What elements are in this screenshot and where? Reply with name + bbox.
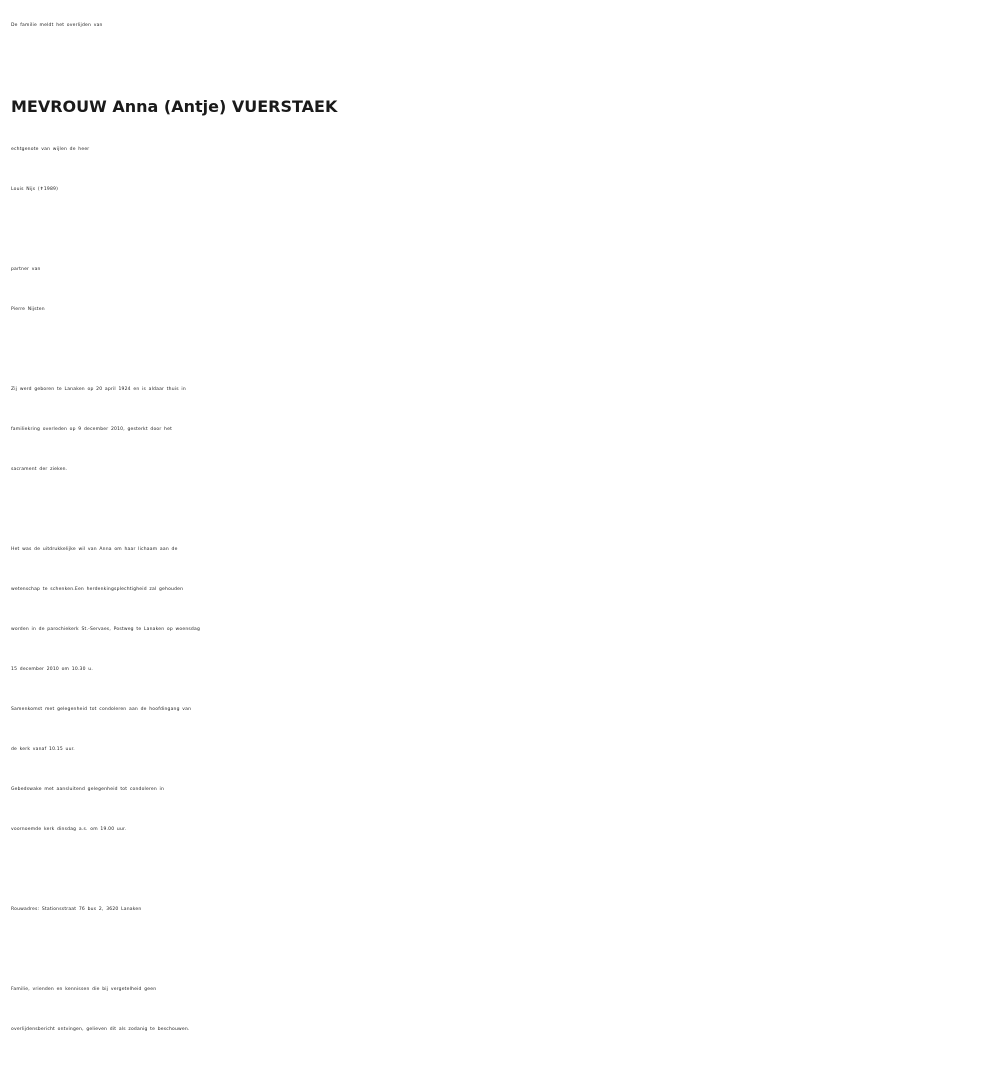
spouse-death-year: 1989) (43, 187, 59, 192)
spouse-line-2 (11, 170, 996, 210)
paragraph-line: worden in de parochiekerk St.-Servaes, Postweg te Lanaken op woensdag (11, 627, 201, 632)
closing-paragraph (11, 970, 996, 1050)
birth-death-paragraph (11, 370, 996, 490)
paragraph-line: 15 december 2010 om 10.30 u. (11, 667, 93, 672)
spacer (11, 850, 996, 890)
cross-icon: ✝ (39, 187, 44, 192)
paragraph-line: voornoemde kerk dinsdag a.s. om 19.00 uur. (11, 827, 127, 832)
partner-line-2: Pierre Nijsten (11, 307, 45, 312)
paragraph-line: Het was de uitdrukkelijke wil van Anna om haar lichaam aan de (11, 547, 178, 552)
death-notice (11, 6, 996, 1050)
spacer (11, 490, 996, 530)
paragraph-line: Zij werd geboren te Lanaken op 20 april 1924 en is aldaar thuis in (11, 387, 186, 392)
paragraph-line: Samenkomst met gelegenheid tot condoleren aan de hoofdingang van (11, 707, 192, 712)
paragraph-line: Gebedswake met aansluitend gelegenheid tot condoleren in (11, 787, 165, 792)
spacer (11, 330, 996, 370)
spacer (11, 210, 996, 250)
partner-line-1: partner van (11, 267, 41, 272)
paragraph-line: Familie, vrienden en kennissen die bij vergetelheid geen (11, 987, 157, 992)
paragraph-line: overlijdensbericht ontvingen, gelieven dit als zodanig te beschouwen. (11, 1027, 190, 1032)
paragraph-line: wetenschap te schenken.Een herdenkingsplechtigheid zal gehouden (11, 587, 184, 592)
mourning-address: Rouwadres: Stationsstraat 76 bus 2, 3620 Lanaken (11, 907, 142, 912)
spouse-line-1: echtgenote van wijlen de heer (11, 147, 90, 152)
paragraph-line: sacrament der zieken. (11, 467, 68, 472)
intro-text: De familie meldt het overlijden van (11, 23, 103, 28)
paragraph-line: de kerk vanaf 10.15 uur. (11, 747, 75, 752)
paragraph-line: familiekring overleden op 9 december 2010, gesterkt door het (11, 427, 173, 432)
spouse-name: Louis Nijs ( (11, 187, 40, 192)
ceremony-paragraph (11, 530, 996, 850)
spacer (11, 930, 996, 970)
deceased-name: MEVROUW Anna (Antje) VUERSTAEK (11, 97, 338, 116)
